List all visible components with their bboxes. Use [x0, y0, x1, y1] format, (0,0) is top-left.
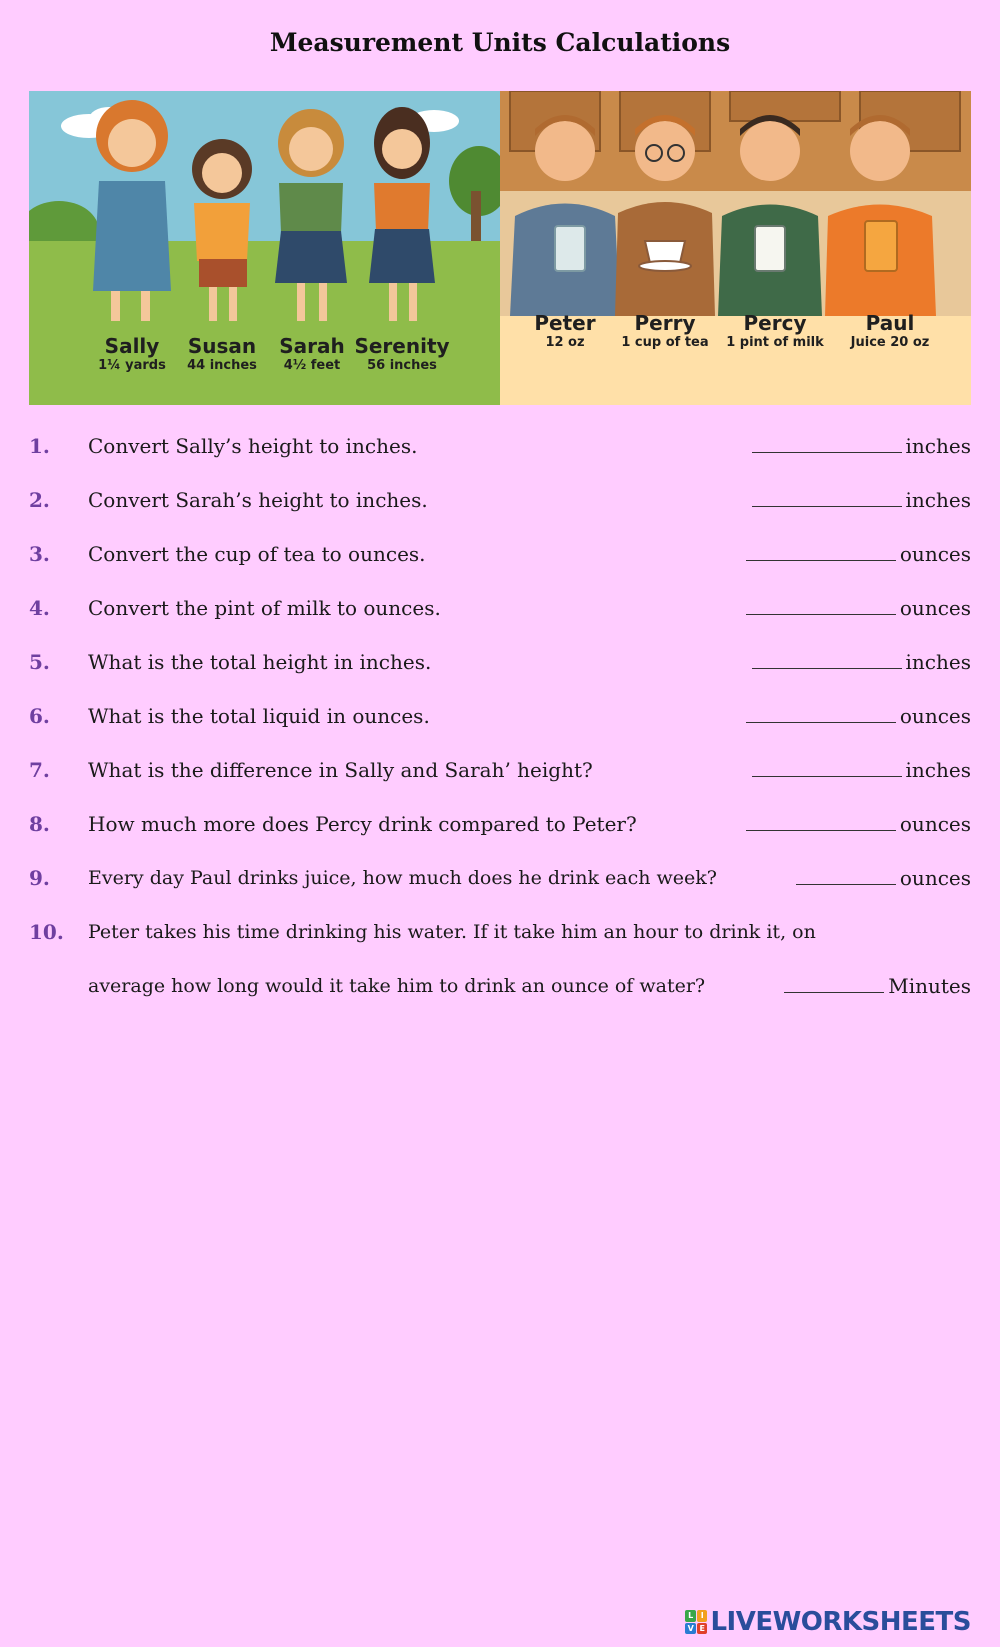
question-number: 2. — [29, 488, 50, 512]
answer-unit: inches — [905, 758, 971, 782]
answer-blank[interactable] — [746, 540, 896, 561]
question-number: 10. — [29, 920, 64, 944]
answer-unit: ounces — [899, 596, 971, 620]
logo-mark-letter: I — [697, 1610, 708, 1622]
question-number: 3. — [29, 542, 50, 566]
liveworksheets-logo[interactable] — [685, 1606, 971, 1638]
question-text: What is the difference in Sally and Sarah’ height? — [88, 758, 593, 782]
logo-mark-letter: L — [685, 1610, 696, 1622]
man-caption-percy — [715, 311, 835, 351]
question-number: 9. — [29, 866, 50, 890]
man-caption-peter — [520, 311, 610, 351]
question-text: Convert the pint of milk to ounces. — [88, 596, 441, 620]
question-7 — [29, 755, 971, 785]
answer-blank[interactable] — [746, 810, 896, 831]
girl-caption-sarah — [267, 334, 357, 374]
question-number: 8. — [29, 812, 50, 836]
question-number: 5. — [29, 650, 50, 674]
question-4 — [29, 593, 971, 623]
answer-unit: ounces — [899, 542, 971, 566]
girl-name: Susan — [187, 334, 257, 358]
page-title: Measurement Units Calculations — [269, 28, 731, 57]
man-name: Paul — [865, 311, 915, 335]
answer-blank[interactable] — [746, 594, 896, 615]
question-5 — [29, 647, 971, 677]
question-text: Every day Paul drinks juice, how much does he drink each week? — [88, 867, 717, 889]
question-number: 1. — [29, 434, 50, 458]
girl-caption-susan — [177, 334, 267, 374]
question-text: Convert Sally’s height to inches. — [88, 434, 418, 458]
answer-blank[interactable] — [752, 486, 902, 507]
man-name: Perry — [634, 311, 696, 335]
girls-illustration — [29, 91, 500, 405]
question-text: Peter takes his time drinking his water. If it take him an hour to drink it, on — [88, 921, 816, 943]
man-caption-perry — [610, 311, 720, 351]
girl-height: 1¼ yards — [98, 358, 166, 373]
question-10-continued — [29, 971, 971, 1001]
question-8 — [29, 809, 971, 839]
man-drink: Juice 20 oz — [850, 335, 930, 350]
girl-height: 4½ feet — [283, 358, 341, 373]
question-2 — [29, 485, 971, 515]
answer-unit: ounces — [899, 866, 971, 890]
man-drink: 1 pint of milk — [726, 335, 824, 350]
answer-blank[interactable] — [796, 864, 896, 885]
question-text: Convert Sarah’s height to inches. — [88, 488, 428, 512]
sally-figure — [93, 100, 171, 321]
answer-blank[interactable] — [752, 648, 902, 669]
answer-unit: inches — [905, 650, 971, 674]
question-10 — [29, 917, 971, 947]
question-number: 4. — [29, 596, 50, 620]
girl-name: Sally — [104, 334, 160, 358]
answer-blank[interactable] — [746, 702, 896, 723]
answer-blank[interactable] — [752, 756, 902, 777]
man-drink: 12 oz — [545, 335, 585, 350]
question-text: How much more does Percy drink compared to Peter? — [88, 812, 637, 836]
answer-unit: Minutes — [888, 974, 971, 998]
question-6 — [29, 701, 971, 731]
illustration-panel — [29, 91, 971, 405]
girl-name: Serenity — [354, 334, 450, 358]
answer-blank[interactable] — [784, 972, 884, 993]
men-scene — [500, 91, 971, 405]
question-text: What is the total height in inches. — [88, 650, 432, 674]
girl-height: 56 inches — [367, 358, 437, 373]
girl-caption-sally — [87, 334, 177, 374]
question-number: 7. — [29, 758, 50, 782]
logo-mark-letter: E — [697, 1623, 708, 1635]
question-text: What is the total liquid in ounces. — [88, 704, 430, 728]
question-text: Convert the cup of tea to ounces. — [88, 542, 426, 566]
question-9 — [29, 863, 971, 893]
answer-unit: inches — [905, 488, 971, 512]
man-name: Peter — [534, 311, 596, 335]
question-text-continued: average how long would it take him to drink an ounce of water? — [88, 975, 706, 997]
logo-mark-letter: V — [685, 1623, 696, 1635]
girl-height: 44 inches — [187, 358, 257, 373]
answer-unit: ounces — [899, 812, 971, 836]
answer-blank[interactable] — [752, 432, 902, 453]
girl-name: Sarah — [279, 334, 345, 358]
logo-mark-icon — [685, 1610, 707, 1634]
question-3 — [29, 539, 971, 569]
answer-unit: ounces — [899, 704, 971, 728]
logo-text: LIVEWORKSHEETS — [710, 1607, 971, 1637]
man-name: Percy — [743, 311, 807, 335]
man-drink: 1 cup of tea — [621, 335, 709, 350]
men-illustration — [500, 91, 971, 405]
girl-caption-serenity — [347, 334, 457, 374]
question-number: 6. — [29, 704, 50, 728]
question-1 — [29, 431, 971, 461]
answer-unit: inches — [905, 434, 971, 458]
man-caption-paul — [835, 311, 945, 351]
